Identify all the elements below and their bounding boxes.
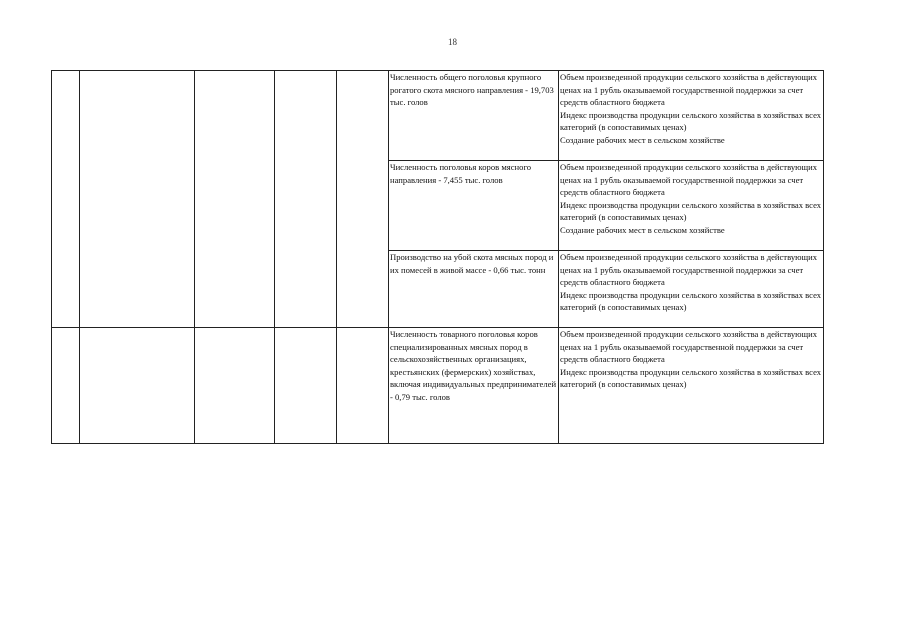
result-item: Объем произведенной продукции сельского хозяйства в действующих ценах на 1 рубль оказываемой государственной поддержки за счет средств областного бюджета [560,72,818,108]
table-row [52,328,824,444]
empty-cell-period [275,328,337,444]
result-item: Индекс производства продукции сельского хозяйства в хозяйствах всех категорий (в сопоставимых ценах) [560,289,822,313]
empty-cell-executor [195,328,275,444]
result-item: Индекс производства продукции сельского хозяйства в хозяйствах всех категорий (в сопоставимых ценах) [560,199,822,223]
empty-cell-number [52,328,80,444]
result-item: Индекс производства продукции сельского хозяйства в хозяйствах всех категорий (в сопоставимых ценах) [560,109,822,133]
program-indicators-table [51,70,824,444]
result-item: Индекс производства продукции сельского хозяйства в хозяйствах всех категорий (в сопоставимых ценах) [560,366,822,390]
page-number: 18 [448,37,457,47]
table-row [52,71,824,161]
empty-cell-period [275,71,337,328]
indicator-cell: Численность общего поголовья крупного рогатого скота мясного направления - 19,703 тыс. голов [389,71,559,161]
result-item: Объем произведенной продукции сельского хозяйства в действующих ценах на 1 рубль оказываемой государственной поддержки за счет средств областного бюджета [560,162,818,198]
indicator-cell: Численность поголовья коров мясного направления - 7,455 тыс. голов [389,161,559,251]
empty-cell-number [52,71,80,328]
empty-cell-measure [80,328,195,444]
result-item: Объем произведенной продукции сельского хозяйства в действующих ценах на 1 рубль оказываемой государственной поддержки за счет средств областного бюджета [560,329,818,365]
indicator-cell: Производство на убой скота мясных пород и их помесей в живой массе - 0,66 тыс. тонн [389,251,559,328]
result-item: Создание рабочих мест в сельском хозяйстве [560,224,725,235]
result-cell [559,328,824,444]
result-item: Объем произведенной продукции сельского хозяйства в действующих ценах на 1 рубль оказываемой государственной поддержки за счет средств областного бюджета [560,252,818,288]
result-cell [559,251,824,328]
indicator-cell: Численность товарного поголовья коров специализированных мясных пород в сельскохозяйственных организациях, крестьянских (фермерских) хозяйствах, включая индивидуальных предпринимателей - 0,79 тыс. голов [389,328,559,444]
empty-cell-measure [80,71,195,328]
result-item: Создание рабочих мест в сельском хозяйстве [560,134,725,145]
result-cell [559,161,824,251]
empty-cell-executor [195,71,275,328]
empty-cell-funding [337,328,389,444]
empty-cell-funding [337,71,389,328]
result-cell [559,71,824,161]
